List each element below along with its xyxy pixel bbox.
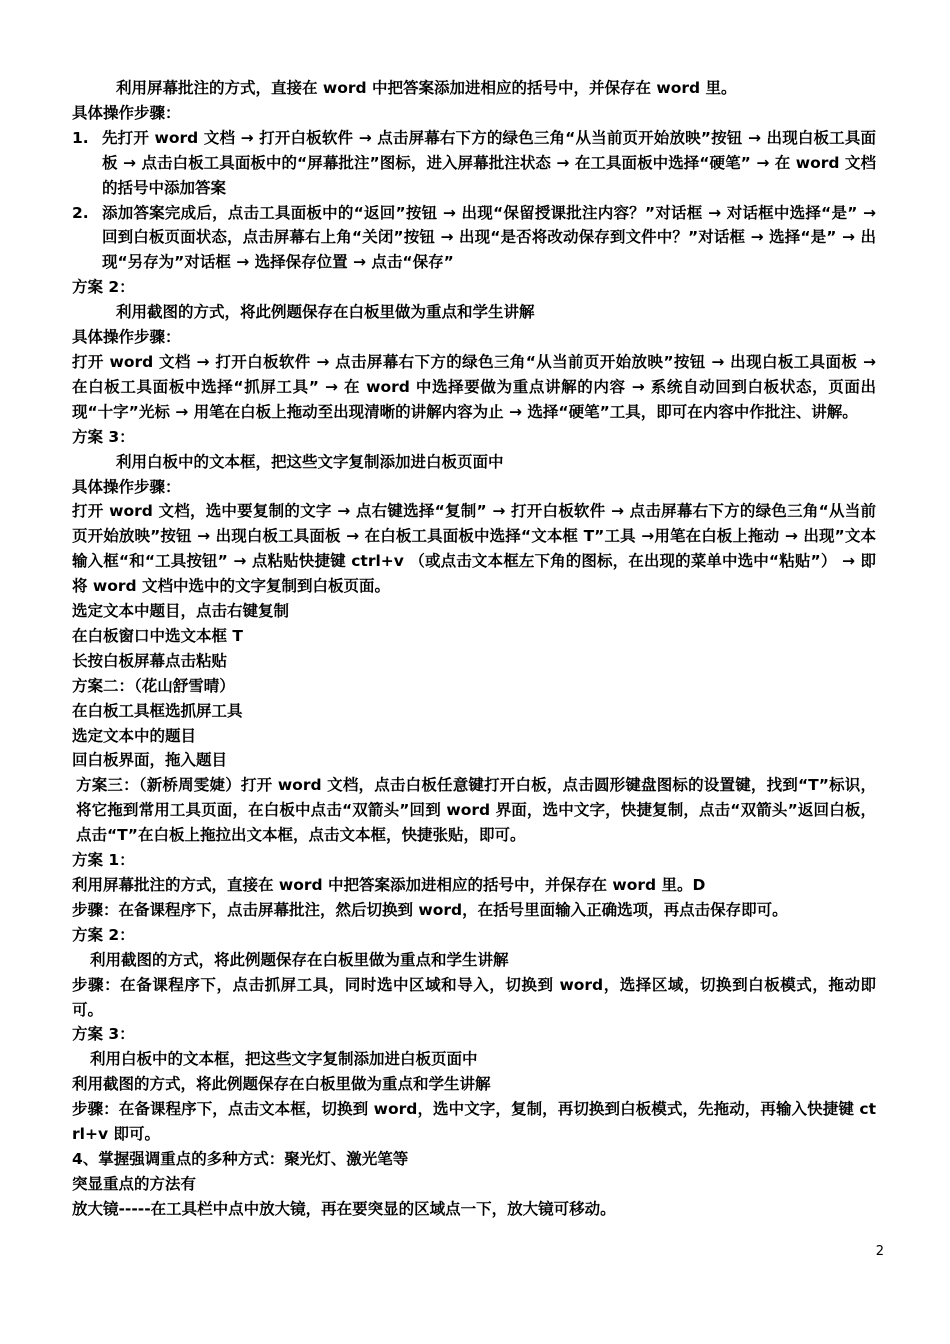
paragraph: 选定文本中题目，点击右键复制 (72, 602, 290, 621)
paragraph: 放大镜-----在工具栏中点中放大镜，再在要突显的区域点一下，放大镜可移动。 (72, 1199, 616, 1218)
numbered-item (72, 201, 876, 276)
paragraph: 利用屏幕批注的方式，直接在 word 中把答案添加进相应的括号中，并保存在 word 里。D (72, 876, 706, 894)
paragraph: 利用截图的方式，将此例题保存在白板里做为重点和学生讲解 (72, 1075, 491, 1094)
paragraph: 利用白板中的文本框，把这些文字复制添加进白板页面中 (116, 452, 504, 471)
paragraph: 具体操作步骤： (72, 103, 181, 122)
paragraph: 方案三：（新桥周雯婕）打开 word 文档，点击白板任意键打开白板，点击圆形键盘图标的设置键，找到“T”标识，将它拖到常用工具页面，在白板中点击“双箭头”回到 word 界面，选中文字，快捷复制，点击“双箭头”返回白板，点击“T”在白板上拖拉出文本框，点击文本框，快捷张贴，即可。 (76, 776, 876, 845)
paragraph: 长按白板屏幕点击粘贴 (72, 651, 228, 670)
paragraph: 突显重点的方法有 (72, 1174, 197, 1193)
item-number: 2. (72, 203, 89, 222)
section-heading: 4、掌握强调重点的多种方式：聚光灯、激光笔等 (72, 1149, 409, 1168)
paragraph: 选定文本中的题目 (72, 726, 197, 745)
paragraph: 回白板界面，拖入题目 (72, 751, 228, 770)
item-text: 添加答案完成后，点击工具面板中的“返回”按钮 → 出现“保留授课批注内容？”对话框 → 对话框中选择“是” → 回到白板页面状态，点击屏幕右上角“关闭”按钮 → 出现“是否将改动保存到文件中？”对话框 → 选择“是” → 出现“另存为”对话框 → 选择保存位置 → 点击“保存” (102, 203, 876, 272)
paragraph: 具体操作步骤： (72, 477, 181, 496)
paragraph: 具体操作步骤： (72, 328, 181, 347)
paragraph: 步骤：在备课程序下，点击文本框，切换到 word，选中文字，复制，再切换到白板模式，先拖动，再输入快捷键 ctrl+v 即可。 (72, 1100, 876, 1144)
heading: 方案 3： (72, 1025, 135, 1044)
heading: 方案 3： (72, 427, 135, 446)
paragraph: 利用白板中的文本框，把这些文字复制添加进白板页面中 (90, 1050, 478, 1069)
heading: 方案 2： (72, 925, 135, 944)
heading: 方案 1： (72, 851, 135, 870)
paragraph: 在白板窗口中选文本框 T (72, 626, 243, 645)
paragraph: 利用屏幕批注的方式，直接在 word 中把答案添加进相应的括号中，并保存在 word 里。 (116, 79, 737, 97)
paragraph: 利用截图的方式，将此例题保存在白板里做为重点和学生讲解 (90, 950, 509, 969)
paragraph: 打开 word 文档，选中要复制的文字 → 点右键选择“复制” → 打开白板软件 → 点击屏幕右下方的绿色三角“从当前页开始放映”按钮 → 出现白板工具面板 → 在白板工具面板中选择“文本框 T”工具 →用笔在白板上拖动 → 出现”文本输入框“和“工具按钮” → 点粘贴快捷键 ctrl+v （或点击文本框左下角的图标，在出现的菜单中选中“粘贴”） → 即将 word 文档中选中的文字复制到白板页面。 (72, 502, 876, 596)
document-body (72, 76, 876, 1222)
paragraph: 在白板工具框选抓屏工具 (72, 701, 243, 720)
heading: 方案二：（花山舒雪晴） (72, 676, 235, 695)
numbered-item (72, 126, 876, 201)
paragraph: 步骤：在备课程序下，点击屏幕批注，然后切换到 word，在括号里面输入正确选项，再点击保存即可。 (72, 900, 788, 919)
paragraph: 打开 word 文档 → 打开白板软件 → 点击屏幕右下方的绿色三角“从当前页开始放映”按钮 → 出现白板工具面板 → 在白板工具面板中选择“抓屏工具” → 在 word 中选择要做为重点讲解的内容 → 系统自动回到白板状态，页面出现“十字”光标 → 用笔在白板上拖动至出现清晰的讲解内容为止 → 选择“硬笔”工具，即可在内容中作批注、讲解。 (72, 352, 876, 421)
paragraph: 利用截图的方式，将此例题保存在白板里做为重点和学生讲解 (116, 303, 535, 322)
paragraph: 步骤：在备课程序下，点击抓屏工具，同时选中区域和导入，切换到 word，选择区域，切换到白板模式，拖动即可。 (72, 975, 876, 1019)
item-text: 先打开 word 文档 → 打开白板软件 → 点击屏幕右下方的绿色三角“从当前页开始放映”按钮 → 出现白板工具面板 → 点击白板工具面板中的“屏幕批注”图标，进入屏幕批注状态 → 在工具面板中选择“硬笔” → 在 word 文档的括号中添加答案 (102, 128, 876, 197)
item-number: 1. (72, 128, 89, 147)
heading: 方案 2： (72, 278, 135, 297)
page-number: 2 (875, 1244, 884, 1259)
